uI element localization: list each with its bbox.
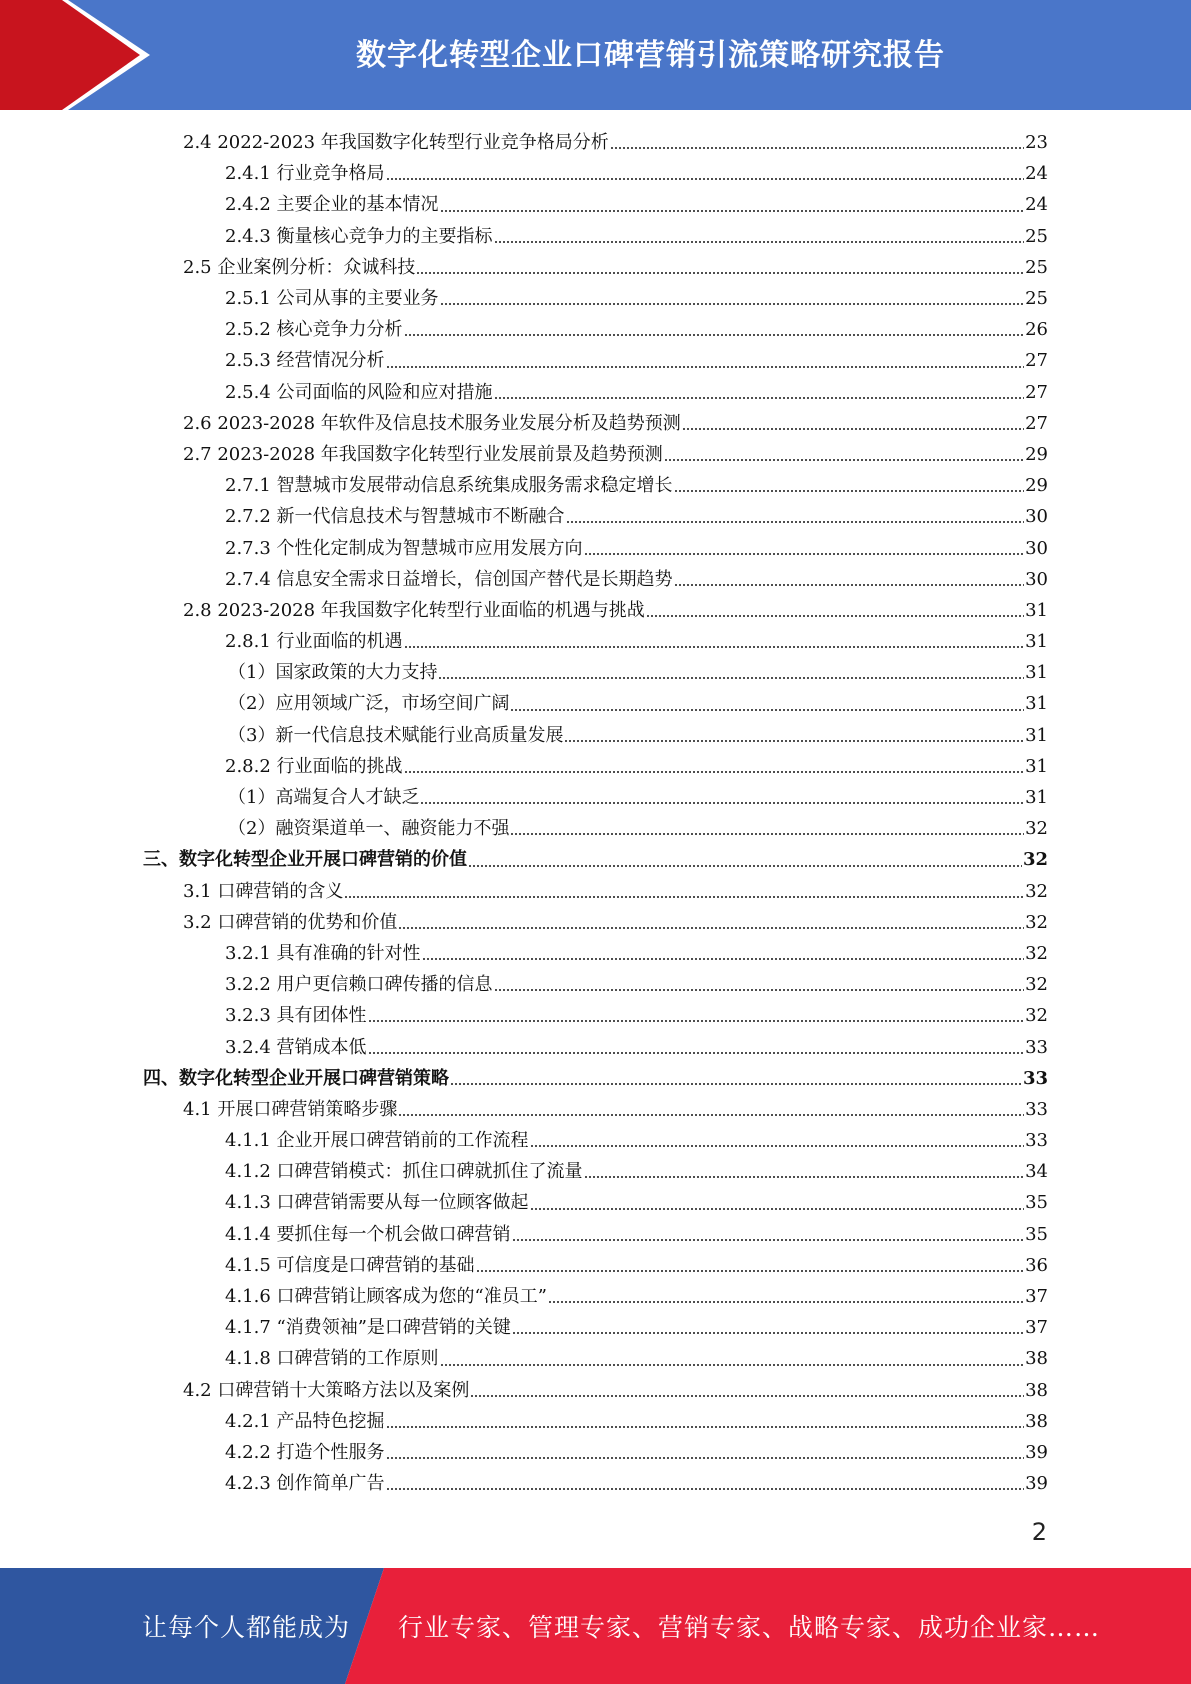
toc-entry-title: 2.8 2023-2028 年我国数字化转型行业面临的机遇与挑战 bbox=[183, 599, 645, 621]
toc-entry-page: 34 bbox=[1025, 1161, 1048, 1183]
toc-entry[interactable] bbox=[0, 470, 1191, 501]
toc-entry-page: 31 bbox=[1025, 599, 1048, 621]
toc-entry-title: 4.1.1 企业开展口碑营销前的工作流程 bbox=[225, 1130, 529, 1152]
toc-dot-leader bbox=[440, 303, 1025, 305]
toc-entry-title: 4.1.5 可信度是口碑营销的基础 bbox=[225, 1254, 475, 1276]
toc-entry[interactable] bbox=[0, 377, 1191, 408]
toc-entry[interactable] bbox=[0, 720, 1191, 751]
toc-entry-page: 32 bbox=[1022, 849, 1048, 871]
toc-dot-leader bbox=[512, 1239, 1025, 1241]
toc-entry-title: 4.1.2 口碑营销模式：抓住口碑就抓住了流量 bbox=[225, 1161, 583, 1183]
toc-entry[interactable] bbox=[0, 1343, 1191, 1374]
toc-entry-page: 24 bbox=[1025, 194, 1048, 216]
toc-entry[interactable] bbox=[0, 221, 1191, 252]
toc-dot-leader bbox=[510, 709, 1024, 711]
toc-dot-leader bbox=[476, 1270, 1025, 1272]
toc-entry-page: 27 bbox=[1025, 381, 1048, 403]
footer-slogan-right: 行业专家、管理专家、营销专家、战略专家、成功企业家…… bbox=[398, 1613, 1101, 1642]
toc-entry-page: 33 bbox=[1025, 1130, 1048, 1152]
toc-entry-title: 2.8.1 行业面临的机遇 bbox=[225, 631, 403, 653]
toc-entry[interactable] bbox=[0, 189, 1191, 220]
toc-dot-leader bbox=[368, 1052, 1025, 1054]
toc-entry-page: 39 bbox=[1025, 1441, 1048, 1463]
toc-entry[interactable] bbox=[0, 252, 1191, 283]
toc-entry[interactable] bbox=[0, 1468, 1191, 1499]
toc-entry[interactable] bbox=[0, 283, 1191, 314]
toc-dot-leader bbox=[386, 178, 1025, 180]
toc-entry-title: 2.5 企业案例分析：众诚科技 bbox=[183, 256, 416, 278]
toc-entry-title: 四、数字化转型企业开展口碑营销策略 bbox=[143, 1067, 449, 1089]
toc-dot-leader bbox=[646, 615, 1024, 617]
toc-entry-title: 2.6 2023-2028 年软件及信息技术服务业发展分析及趋势预测 bbox=[183, 412, 681, 434]
toc-entry[interactable] bbox=[0, 813, 1191, 844]
toc-entry-page: 37 bbox=[1025, 1286, 1048, 1308]
toc-entry-page: 37 bbox=[1025, 1317, 1048, 1339]
toc-entry-title: 3.1 口碑营销的含义 bbox=[183, 880, 344, 902]
toc-dot-leader bbox=[584, 553, 1025, 555]
toc-dot-leader bbox=[564, 740, 1024, 742]
toc-entry-title: （3）新一代信息技术赋能行业高质量发展 bbox=[228, 724, 564, 746]
toc-entry-page: 30 bbox=[1025, 537, 1048, 559]
toc-entry-page: 30 bbox=[1025, 568, 1048, 590]
toc-entry[interactable] bbox=[0, 408, 1191, 439]
toc-dot-leader bbox=[566, 521, 1025, 523]
toc-entry[interactable] bbox=[0, 564, 1191, 595]
toc-entry-page: 25 bbox=[1025, 288, 1048, 310]
toc-entry-title: 4.1.6 口碑营销让顾客成为您的“准员工” bbox=[225, 1286, 547, 1308]
toc-entry-page: 31 bbox=[1025, 755, 1048, 777]
toc-entry[interactable] bbox=[0, 127, 1191, 158]
toc-entry-title: 3.2.1 具有准确的针对性 bbox=[225, 942, 421, 964]
toc-entry[interactable] bbox=[0, 626, 1191, 657]
toc-entry-title: 三、数字化转型企业开展口碑营销的价值 bbox=[143, 849, 467, 871]
toc-dot-leader bbox=[674, 490, 1025, 492]
toc-entry-page: 29 bbox=[1025, 443, 1048, 465]
toc-dot-leader bbox=[494, 241, 1025, 243]
toc-entry-page: 31 bbox=[1025, 724, 1048, 746]
toc-entry[interactable] bbox=[0, 1187, 1191, 1218]
toc-entry[interactable] bbox=[0, 688, 1191, 719]
toc-entry[interactable] bbox=[0, 938, 1191, 969]
toc-dot-leader bbox=[386, 1457, 1025, 1459]
toc-entry[interactable] bbox=[0, 1125, 1191, 1156]
toc-entry-page: 38 bbox=[1025, 1348, 1048, 1370]
toc-dot-leader bbox=[398, 927, 1024, 929]
toc-entry-title: 4.2.2 打造个性服务 bbox=[225, 1441, 385, 1463]
toc-dot-leader bbox=[404, 334, 1025, 336]
toc-entry-title: （2）融资渠道单一、融资能力不强 bbox=[228, 818, 510, 840]
toc-entry-page: 35 bbox=[1025, 1192, 1048, 1214]
toc-entry-title: 2.5.4 公司面临的风险和应对措施 bbox=[225, 381, 493, 403]
toc-entry-page: 29 bbox=[1025, 475, 1048, 497]
toc-dot-leader bbox=[344, 896, 1024, 898]
toc-entry[interactable] bbox=[0, 1250, 1191, 1281]
toc-entry[interactable] bbox=[0, 1437, 1191, 1468]
toc-dot-leader bbox=[416, 272, 1024, 274]
toc-entry-page: 27 bbox=[1025, 412, 1048, 434]
toc-entry-page: 31 bbox=[1025, 631, 1048, 653]
toc-entry-title: 4.2.3 创作简单广告 bbox=[225, 1473, 385, 1495]
toc-entry[interactable] bbox=[0, 1000, 1191, 1031]
toc-entry[interactable] bbox=[0, 969, 1191, 1000]
toc-entry-title: 2.4 2022-2023 年我国数字化转型行业竞争格局分析 bbox=[183, 132, 609, 154]
toc-entry-title: 2.7 2023-2028 年我国数字化转型行业发展前景及趋势预测 bbox=[183, 443, 663, 465]
toc-entry[interactable] bbox=[0, 1031, 1191, 1062]
toc-entry-title: 2.7.3 个性化定制成为智慧城市应用发展方向 bbox=[225, 537, 583, 559]
toc-entry[interactable] bbox=[0, 1094, 1191, 1125]
toc-entry-title: 4.2.1 产品特色挖掘 bbox=[225, 1410, 385, 1432]
toc-entry-title: 2.7.1 智慧城市发展带动信息系统集成服务需求稳定增长 bbox=[225, 475, 673, 497]
toc-entry-title: 4.1.4 要抓住每一个机会做口碑营销 bbox=[225, 1223, 511, 1245]
toc-entry-page: 32 bbox=[1025, 974, 1048, 996]
toc-entry[interactable] bbox=[0, 1219, 1191, 1250]
toc-entry-title: 4.1 开展口碑营销策略步骤 bbox=[183, 1098, 398, 1120]
toc-entry[interactable] bbox=[0, 439, 1191, 470]
toc-entry-title: （2）应用领域广泛，市场空间广阔 bbox=[228, 693, 510, 715]
toc-entry[interactable] bbox=[0, 782, 1191, 813]
toc-dot-leader bbox=[510, 833, 1024, 835]
toc-entry-page: 38 bbox=[1025, 1410, 1048, 1432]
toc-dot-leader bbox=[404, 646, 1025, 648]
toc-entry-title: 3.2.2 用户更信赖口碑传播的信息 bbox=[225, 974, 493, 996]
toc-entry-title: 2.4.2 主要企业的基本情况 bbox=[225, 194, 439, 216]
toc-dot-leader bbox=[674, 584, 1025, 586]
toc-dot-leader bbox=[422, 958, 1025, 960]
toc-entry-title: 3.2 口碑营销的优势和价值 bbox=[183, 911, 398, 933]
toc-entry-page: 27 bbox=[1025, 350, 1048, 372]
toc-entry-page: 31 bbox=[1025, 662, 1048, 684]
toc-entry[interactable] bbox=[0, 314, 1191, 345]
toc-entry-page: 39 bbox=[1025, 1473, 1048, 1495]
toc-entry-page: 26 bbox=[1025, 319, 1048, 341]
toc-entry[interactable] bbox=[0, 1312, 1191, 1343]
toc-entry-page: 31 bbox=[1025, 787, 1048, 809]
toc-entry-title: 2.4.3 衡量核心竞争力的主要指标 bbox=[225, 225, 493, 247]
toc-entry-title: 4.2 口碑营销十大策略方法以及案例 bbox=[183, 1379, 470, 1401]
toc-entry[interactable] bbox=[0, 751, 1191, 782]
toc-entry-title: （1）国家政策的大力支持 bbox=[228, 662, 438, 684]
toc-entry[interactable] bbox=[0, 657, 1191, 688]
toc-dot-leader bbox=[386, 1426, 1025, 1428]
toc-entry-page: 31 bbox=[1025, 693, 1048, 715]
toc-entry-title: 2.4.1 行业竞争格局 bbox=[225, 163, 385, 185]
toc-dot-leader bbox=[664, 459, 1024, 461]
toc-entry-page: 33 bbox=[1022, 1067, 1048, 1089]
toc-entry[interactable] bbox=[0, 1156, 1191, 1187]
toc-dot-leader bbox=[610, 147, 1024, 149]
toc-entry[interactable] bbox=[0, 1281, 1191, 1312]
toc-dot-leader bbox=[494, 989, 1025, 991]
toc-entry-title: 3.2.3 具有团体性 bbox=[225, 1005, 367, 1027]
toc-entry[interactable] bbox=[0, 158, 1191, 189]
toc-entry[interactable] bbox=[0, 532, 1191, 563]
toc-dot-leader bbox=[494, 397, 1025, 399]
toc-dot-leader bbox=[386, 366, 1025, 368]
toc-entry-title: 2.7.4 信息安全需求日益增长，信创国产替代是长期趋势 bbox=[225, 568, 673, 590]
page-number: 2 bbox=[1031, 1518, 1047, 1546]
toc-dot-leader bbox=[404, 771, 1025, 773]
toc-entry-title: 2.8.2 行业面临的挑战 bbox=[225, 755, 403, 777]
toc-dot-leader bbox=[420, 802, 1024, 804]
toc-entry[interactable] bbox=[0, 345, 1191, 376]
toc-entry-title: （1）高端复合人才缺乏 bbox=[228, 787, 420, 809]
footer-slogan-left: 让每个人都能成为 bbox=[142, 1613, 351, 1642]
toc-entry-page: 30 bbox=[1025, 506, 1048, 528]
toc-entry-page: 25 bbox=[1025, 225, 1048, 247]
toc-entry-page: 33 bbox=[1025, 1036, 1048, 1058]
toc-dot-leader bbox=[450, 1083, 1022, 1085]
toc-entry[interactable] bbox=[0, 907, 1191, 938]
page-footer bbox=[0, 1568, 1191, 1684]
toc-dot-leader bbox=[682, 428, 1024, 430]
toc-entry-title: 2.5.1 公司从事的主要业务 bbox=[225, 288, 439, 310]
toc-entry[interactable] bbox=[0, 595, 1191, 626]
toc-dot-leader bbox=[530, 1208, 1025, 1210]
toc-dot-leader bbox=[470, 1395, 1024, 1397]
toc-entry[interactable] bbox=[0, 1406, 1191, 1437]
toc-dot-leader bbox=[440, 1364, 1025, 1366]
toc-entry[interactable] bbox=[0, 876, 1191, 907]
toc-entry-title: 3.2.4 营销成本低 bbox=[225, 1036, 367, 1058]
toc-entry-page: 33 bbox=[1025, 1098, 1048, 1120]
toc-dot-leader bbox=[398, 1114, 1024, 1116]
toc-dot-leader bbox=[468, 865, 1022, 867]
toc-dot-leader bbox=[530, 1145, 1025, 1147]
toc-dot-leader bbox=[584, 1176, 1025, 1178]
toc-entry-title: 4.1.7 “消费领袖”是口碑营销的关键 bbox=[225, 1317, 511, 1339]
toc-dot-leader bbox=[512, 1332, 1024, 1334]
page-header bbox=[0, 0, 1191, 110]
toc-entry[interactable] bbox=[0, 1375, 1191, 1406]
toc-entry[interactable] bbox=[0, 1063, 1191, 1094]
toc-entry-page: 35 bbox=[1025, 1223, 1048, 1245]
toc-dot-leader bbox=[386, 1488, 1025, 1490]
toc-entry-page: 32 bbox=[1025, 942, 1048, 964]
toc-entry-page: 32 bbox=[1025, 818, 1048, 840]
toc-dot-leader bbox=[368, 1020, 1025, 1022]
report-title: 数字化转型企业口碑营销引流策略研究报告 bbox=[356, 38, 945, 73]
table-of-contents bbox=[0, 127, 1191, 1499]
toc-entry-title: 4.1.8 口碑营销的工作原则 bbox=[225, 1348, 439, 1370]
toc-entry-title: 2.5.3 经营情况分析 bbox=[225, 350, 385, 372]
toc-entry-page: 38 bbox=[1025, 1379, 1048, 1401]
toc-entry-page: 32 bbox=[1025, 1005, 1048, 1027]
toc-entry-page: 36 bbox=[1025, 1254, 1048, 1276]
toc-entry-page: 23 bbox=[1025, 132, 1048, 154]
toc-entry-page: 32 bbox=[1025, 911, 1048, 933]
toc-entry-page: 24 bbox=[1025, 163, 1048, 185]
toc-entry-page: 32 bbox=[1025, 880, 1048, 902]
toc-dot-leader bbox=[548, 1301, 1024, 1303]
toc-dot-leader bbox=[440, 210, 1025, 212]
toc-entry[interactable] bbox=[0, 844, 1191, 875]
toc-entry-title: 4.1.3 口碑营销需要从每一位顾客做起 bbox=[225, 1192, 529, 1214]
toc-entry-title: 2.7.2 新一代信息技术与智慧城市不断融合 bbox=[225, 506, 565, 528]
toc-entry-title: 2.5.2 核心竞争力分析 bbox=[225, 319, 403, 341]
toc-dot-leader bbox=[438, 677, 1024, 679]
toc-entry[interactable] bbox=[0, 501, 1191, 532]
toc-entry-page: 25 bbox=[1025, 256, 1048, 278]
